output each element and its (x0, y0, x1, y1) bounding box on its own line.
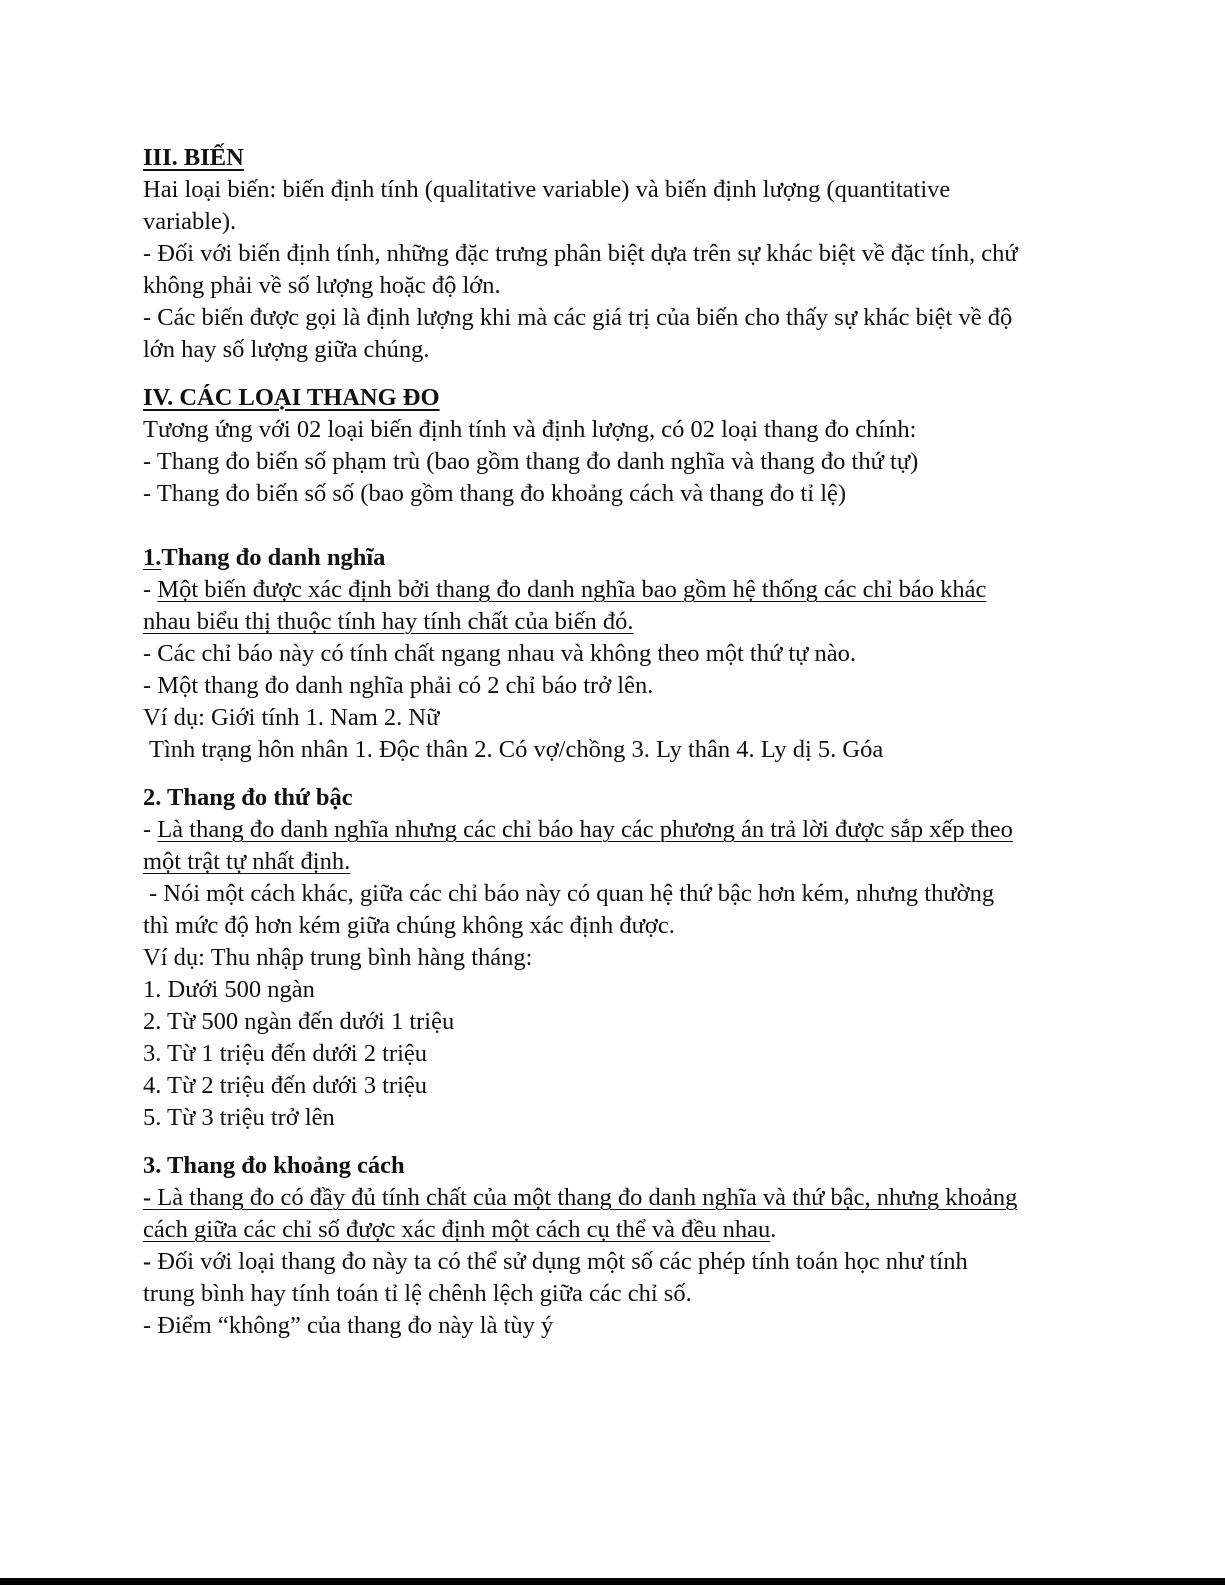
paragraph-line: Ví dụ: Giới tính 1. Nam 2. Nữ (143, 704, 440, 731)
underlined-text: Là thang đo có đầy đủ tính chất của một thang đo danh nghĩa và thứ bậc, nhưng khoảng (157, 1184, 1018, 1211)
paragraph-line: variable). (143, 208, 237, 235)
heading-bien: III. BIẾN (143, 144, 244, 171)
underlined-text: nhau biểu thị thuộc tính hay tính chất của biến đó. (143, 608, 634, 635)
heading-danh-nghia (143, 542, 1103, 574)
heading-thu-bac: 2. Thang đo thứ bậc (143, 784, 353, 811)
document-page (143, 142, 1103, 1342)
paragraph-line: thì mức độ hơn kém giữa chúng không xác định được. (143, 912, 675, 939)
heading-loai-thang-do: IV. CÁC LOẠI THANG ĐO (143, 384, 440, 411)
paragraph-line: lớn hay số lượng giữa chúng. (143, 336, 430, 363)
underlined-text: một trật tự nhất định. (143, 848, 351, 875)
definition-line (143, 574, 1103, 606)
underlined-text: Một biến được xác định bởi thang đo danh nghĩa bao gồm hệ thống các chỉ báo khác (157, 576, 987, 603)
paragraph-line: - Các biến được gọi là định lượng khi mà các giá trị của biến cho thấy sự khác biệt về độ (143, 304, 1013, 331)
paragraph-line: trung bình hay tính toán tỉ lệ chênh lệch giữa các chỉ số. (143, 1280, 692, 1307)
definition-line (143, 606, 1103, 638)
paragraph-line: - Thang đo biến số phạm trù (bao gồm thang đo danh nghĩa và thang đo thứ tự) (143, 448, 919, 475)
paragraph-line: - Nói một cách khác, giữa các chỉ báo này có quan hệ thứ bậc hơn kém, nhưng thường (149, 880, 995, 907)
underlined-text: cách giữa các chỉ số được xác định một cách cụ thể và đều nhau (143, 1216, 771, 1243)
underlined-text: Là thang đo danh nghĩa nhưng các chỉ báo hay các phương án trả lời được sắp xếp theo (157, 816, 1013, 843)
definition-line (143, 1182, 1103, 1214)
paragraph-line: - Các chỉ báo này có tính chất ngang nhau và không theo một thứ tự nào. (143, 640, 857, 667)
list-item: 4. Từ 2 triệu đến dưới 3 triệu (143, 1072, 428, 1099)
list-item: 5. Từ 3 triệu trở lên (143, 1104, 335, 1131)
period: . (770, 1216, 777, 1243)
dash: - (143, 1184, 158, 1211)
paragraph-line: - Điểm “không” của thang đo này là tùy ý (143, 1312, 554, 1339)
paragraph-line (143, 1246, 1103, 1278)
heading-khoang-cach: 3. Thang đo khoảng cách (143, 1152, 405, 1179)
bottom-edge-rule (0, 1578, 1225, 1585)
paragraph-line: - Một thang đo danh nghĩa phải có 2 chỉ báo trở lên. (143, 672, 654, 699)
list-item: 1. Dưới 500 ngàn (143, 976, 315, 1003)
dash: - (143, 576, 158, 603)
paragraph-line: Tương ứng với 02 loại biến định tính và định lượng, có 02 loại thang đo chính: (143, 416, 917, 443)
list-item: 3. Từ 1 triệu đến dưới 2 triệu (143, 1040, 428, 1067)
paragraph-text: Đối với loại thang đo này ta có thể sử dụng một số các phép tính toán học như tính (151, 1248, 968, 1275)
paragraph-line: Ví dụ: Thu nhập trung bình hàng tháng: (143, 944, 533, 971)
paragraph-line: không phải về số lượng hoặc độ lớn. (143, 272, 501, 299)
dash: - (143, 1248, 152, 1275)
definition-line (143, 814, 1103, 846)
definition-line (143, 1214, 1103, 1246)
heading-number: 1. (143, 544, 162, 571)
paragraph-line: - Thang đo biến số số (bao gồm thang đo khoảng cách và thang đo tỉ lệ) (143, 480, 847, 507)
paragraph-line: - Đối với biến định tính, những đặc trưng phân biệt dựa trên sự khác biệt về đặc tính, chứ (143, 240, 1018, 267)
dash: - (143, 816, 158, 843)
paragraph-line: Hai loại biến: biến định tính (qualitative variable) và biến định lượng (quantitative (143, 176, 951, 203)
paragraph-line: Tình trạng hôn nhân 1. Độc thân 2. Có vợ/chồng 3. Ly thân 4. Ly dị 5. Góa (149, 736, 884, 763)
list-item: 2. Từ 500 ngàn đến dưới 1 triệu (143, 1008, 455, 1035)
heading-text: Thang đo danh nghĩa (161, 544, 386, 571)
definition-line (143, 846, 1103, 878)
